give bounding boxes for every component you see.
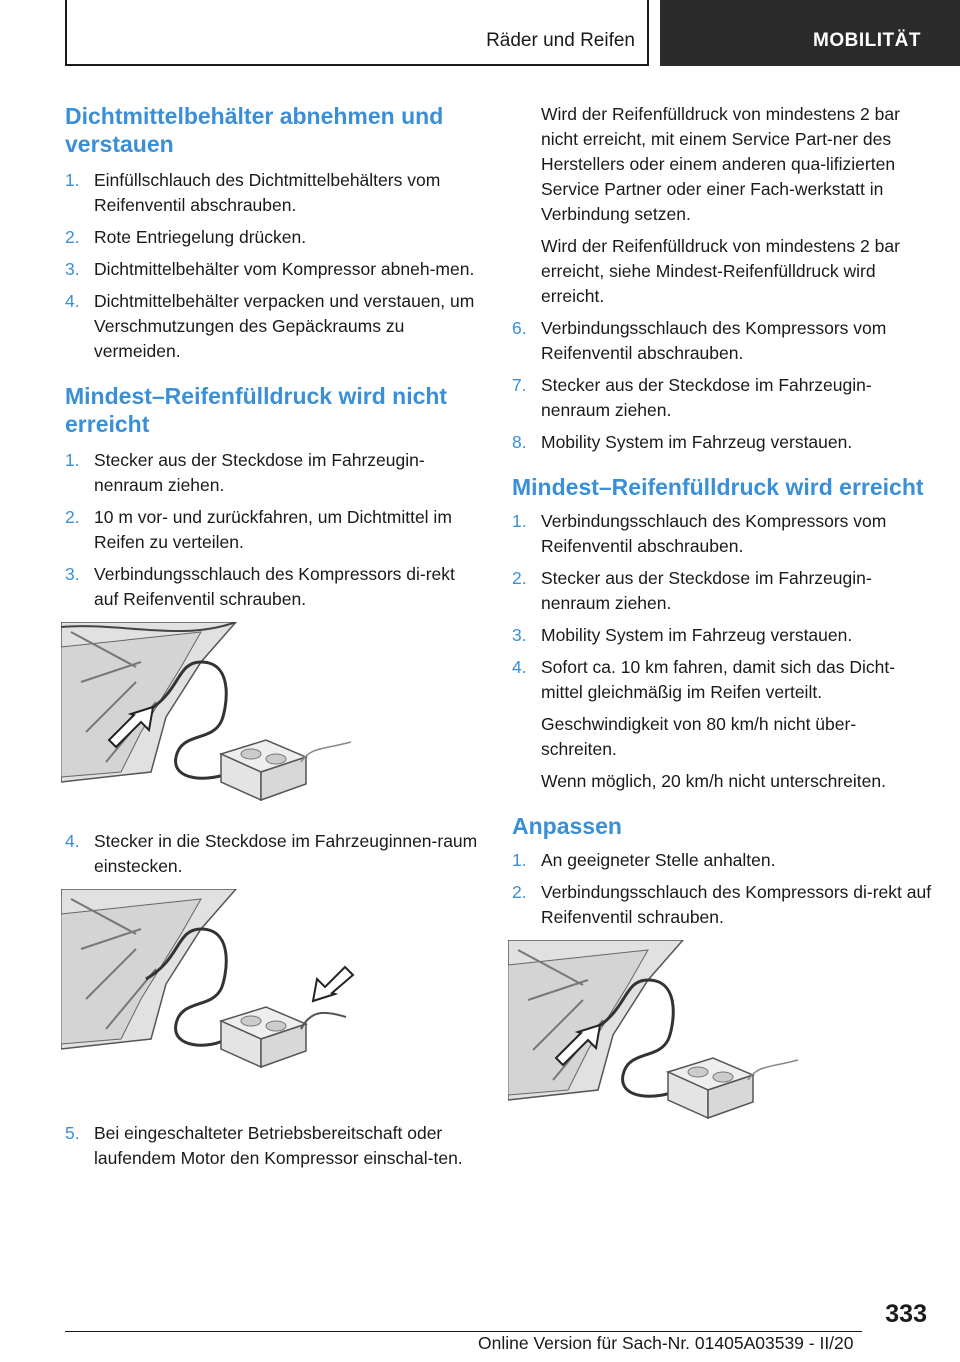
left-column (65, 102, 480, 1178)
step-item (512, 509, 932, 559)
step-text: Stecker aus der Steckdose im Fahrzeugin‐nenraum ziehen. (94, 450, 425, 495)
body-paragraph: Geschwindigkeit von 80 km/h nicht über‐schreiten. (541, 714, 857, 759)
step-item (65, 289, 480, 364)
step-number: 3. (512, 625, 527, 645)
step-text: 10 m vor- und zurückfahren, um Dichtmittel im Reifen zu verteilen. (94, 507, 452, 552)
section-heading: Anpassen (512, 813, 622, 839)
header-separator (647, 0, 649, 66)
right-column (512, 102, 932, 1147)
chapter-title: Räder und Reifen (486, 30, 635, 51)
step-list (65, 448, 480, 612)
wheel-graphic (508, 940, 683, 1100)
wheel-graphic (61, 622, 236, 782)
step-item (512, 655, 932, 705)
step-number: 8. (512, 432, 527, 452)
step-text: Mobility System im Fahrzeug verstauen. (541, 625, 853, 645)
step-item (512, 623, 932, 648)
step-number: 2. (512, 882, 527, 902)
step-text: Rote Entriegelung drücken. (94, 227, 307, 247)
section-heading: Dichtmittelbehälter abnehmen und verstauen (65, 103, 444, 157)
step-list (65, 168, 480, 364)
step-number: 2. (65, 507, 80, 527)
plug-into-socket-illustration (61, 889, 361, 1109)
step-item (65, 1121, 480, 1171)
page-number: 333 (885, 1300, 927, 1328)
step-number: 1. (65, 170, 80, 190)
step-item (512, 848, 932, 873)
power-cable (301, 1013, 346, 1029)
footer-rule (65, 1331, 862, 1332)
compressor-on-wheel-illustration (508, 940, 808, 1135)
body-paragraph: Wird der Reifenfülldruck von mindestens 2 bar nicht erreicht, mit einem Service Part‐ner des Herstellers oder einem anderen qua‐lifizierten Service Partner oder einer Fach‐werkstatt in Verbindung setzen. (541, 104, 900, 224)
step-item (65, 505, 480, 555)
step-text: Bei eingeschalteter Betriebsbereitschaft oder laufendem Motor den Kompressor einschal‐ten. (94, 1123, 463, 1168)
step-list (512, 509, 932, 705)
step-number: 3. (65, 564, 80, 584)
step-item (65, 168, 480, 218)
step-text: Stecker aus der Steckdose im Fahrzeugin‐nenraum ziehen. (541, 568, 872, 613)
body-paragraph: Wenn möglich, 20 km/h nicht unterschreiten. (541, 771, 886, 791)
section-tab-label: MOBILITÄT (813, 30, 921, 51)
step-item (512, 430, 932, 455)
step-list (65, 1121, 480, 1171)
step-item (65, 257, 480, 282)
header-left-rule (65, 0, 67, 66)
step-item (512, 880, 932, 930)
section-tab (660, 0, 960, 66)
section-heading: Mindest–Reifenfülldruck wird erreicht (512, 474, 924, 500)
step-list (65, 829, 480, 879)
step-text: Einfüllschlauch des Dichtmittelbehälters vom Reifenventil abschrauben. (94, 170, 441, 215)
power-cable (748, 1060, 798, 1080)
step-number: 4. (65, 831, 80, 851)
step-text: Sofort ca. 10 km fahren, damit sich das Dicht‐mittel gleichmäßig im Reifen verteilt. (541, 657, 896, 702)
step-text: Verbindungsschlauch des Kompressors vom Reifenventil abschrauben. (541, 318, 887, 363)
step-text: Stecker aus der Steckdose im Fahrzeugin‐nenraum ziehen. (541, 375, 872, 420)
step-number: 4. (65, 291, 80, 311)
step-number: 4. (512, 657, 527, 677)
wheel-graphic (61, 889, 236, 1049)
step-list (512, 316, 932, 455)
step-number: 7. (512, 375, 527, 395)
footer-online-version: Online Version für Sach-Nr. 01405A03539 - II/20 (478, 1333, 854, 1353)
step-item (512, 316, 932, 366)
step-item (65, 829, 480, 879)
step-list (512, 848, 932, 930)
step-item (512, 373, 932, 423)
step-text: An geeigneter Stelle anhalten. (541, 850, 776, 870)
step-item (65, 448, 480, 498)
step-item (65, 225, 480, 250)
section-heading: Mindest–Reifenfülldruck wird nicht erreicht (65, 383, 448, 437)
step-number: 2. (65, 227, 80, 247)
step-text: Verbindungsschlauch des Kompressors di‐rekt auf Reifenventil schrauben. (541, 882, 932, 927)
step-text: Verbindungsschlauch des Kompressors di‐rekt auf Reifenventil schrauben. (94, 564, 455, 609)
step-number: 2. (512, 568, 527, 588)
step-number: 1. (65, 450, 80, 470)
step-item (65, 562, 480, 612)
step-number: 1. (512, 511, 527, 531)
step-item (512, 566, 932, 616)
step-number: 3. (65, 259, 80, 279)
step-number: 5. (65, 1123, 80, 1143)
step-text: Dichtmittelbehälter verpacken und verstauen, um Verschmutzungen des Gepäckraums zu vermeiden. (94, 291, 475, 361)
compressor-graphic (221, 1007, 306, 1067)
step-text: Mobility System im Fahrzeug verstauen. (541, 432, 853, 452)
power-cable (301, 742, 351, 762)
compressor-graphic (221, 740, 306, 800)
compressor-graphic (668, 1058, 753, 1118)
body-paragraph: Wird der Reifenfülldruck von mindestens 2 bar erreicht, siehe Mindest-Reifenfülldruck wird erreicht. (541, 236, 900, 306)
header-bottom-rule (65, 64, 649, 66)
step-text: Dichtmittelbehälter vom Kompressor abneh‐men. (94, 259, 475, 279)
step-text: Stecker in die Steckdose im Fahrzeuginnen‐raum einstecken. (94, 831, 478, 876)
step-text: Verbindungsschlauch des Kompressors vom Reifenventil abschrauben. (541, 511, 887, 556)
arrow-icon (313, 967, 353, 1001)
compressor-on-wheel-illustration (61, 622, 361, 817)
step-number: 6. (512, 318, 527, 338)
step-number: 1. (512, 850, 527, 870)
